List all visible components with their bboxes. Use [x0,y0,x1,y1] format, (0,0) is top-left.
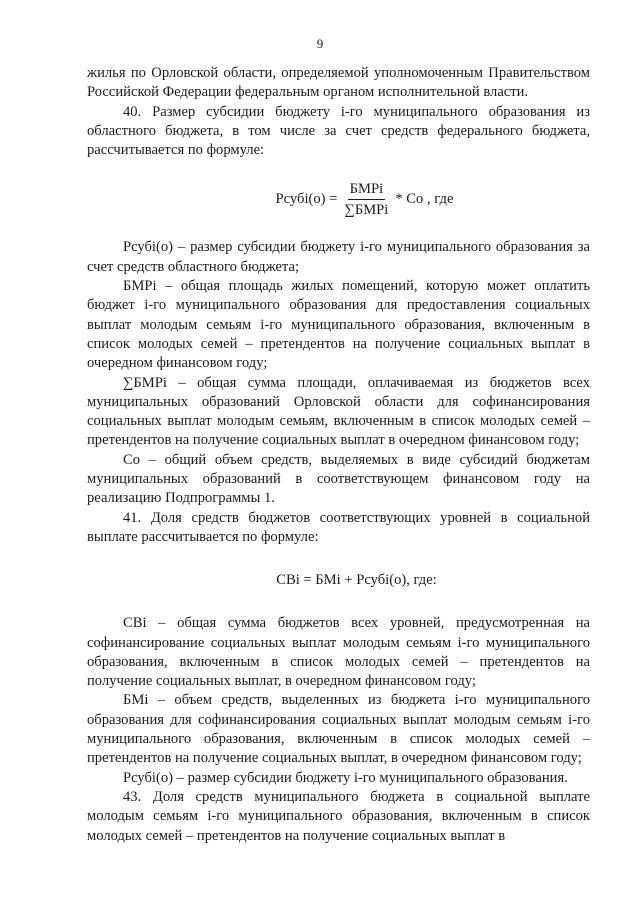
definition-bmp: БМРi – общая площадь жилых помещений, которую может оплатить бюджет i-го муниципального образования для предоставления социальных выплат молодым семьям i-го муниципального образования, включенным в список молодых семей – претендентов на получение социальных выплат в очередном финансовом году; [87,278,590,372]
paragraph-43: 43. Доля средств муниципального бюджета в социальной выплате молодым семьям i-го муниципального образования, включенным в список молодых семей – претендентов на получение социальных выплат в [87,788,590,844]
definition-rsub-2: Рсубi(о) – размер субсидии бюджету i-го муниципального образования. [123,769,568,786]
definition-rsub: Рсубi(о) – размер субсидии бюджету i-го муниципального образования за счет средств областного бюджета; [87,239,590,275]
formula-subsidy-lhs: Рсубi(о) = [275,190,338,207]
formula-budget-share-text: СВi = БМi + Рсубi(о), где: [276,572,437,589]
definition-sum-bmp: ∑БМРi – общая сумма площади, оплачиваемая из бюджетов всех муниципальных образований Орловской области для софинансирования социальных выплат молодым семьям, включенным в список молодых семей – претендентов на получение социальных выплат в очередном финансовом году; [87,374,590,449]
formula-subsidy-denominator: ∑БМРi [344,201,389,218]
definition-cb: СВi – общая сумма бюджетов всех уровней, предусмотренная на софинансирование социальных выплат молодым семьям i-го муниципального образования, включенным в список молодых семей – претендентов на получение социальных выплат, в очередном финансовом году; [87,615,590,690]
paragraph-40: 40. Размер субсидии бюджету i-го муниципального образования из областного бюджета, в том числе за счет средств федерального бюджета, рассчитывается по формуле: [87,103,590,159]
page-number: 9 [316,36,324,51]
paragraph-intro: жилья по Орловской области, определяемой уполномоченным Правительством Российской Федерации федеральным органом исполнительной власти. [87,65,590,101]
document-body [87,64,590,846]
formula-subsidy [87,160,590,238]
formula-subsidy-numerator: БМРi [348,180,386,200]
definition-bmi: БМi – объем средств, выделенных из бюджета i-го муниципального образования для софинансирования социальных выплат молодым семьям i-го муниципального образования, включенным в список молодых семей – претендентов на получение социальных выплат, в очередном финансовом году; [87,692,590,767]
paragraph-41: 41. Доля средств бюджетов соответствующих уровней в социальной выплате рассчитывается по формуле: [87,509,590,545]
formula-subsidy-fraction [344,180,388,219]
formula-subsidy-rhs: * Со , где [395,190,454,207]
definition-co: Со – общий объем средств, выделяемых в виде субсидий бюджетам муниципальных образований в соответствующем финансовом году на реализацию Подпрограммы 1. [87,451,590,507]
formula-budget-share [87,547,590,614]
